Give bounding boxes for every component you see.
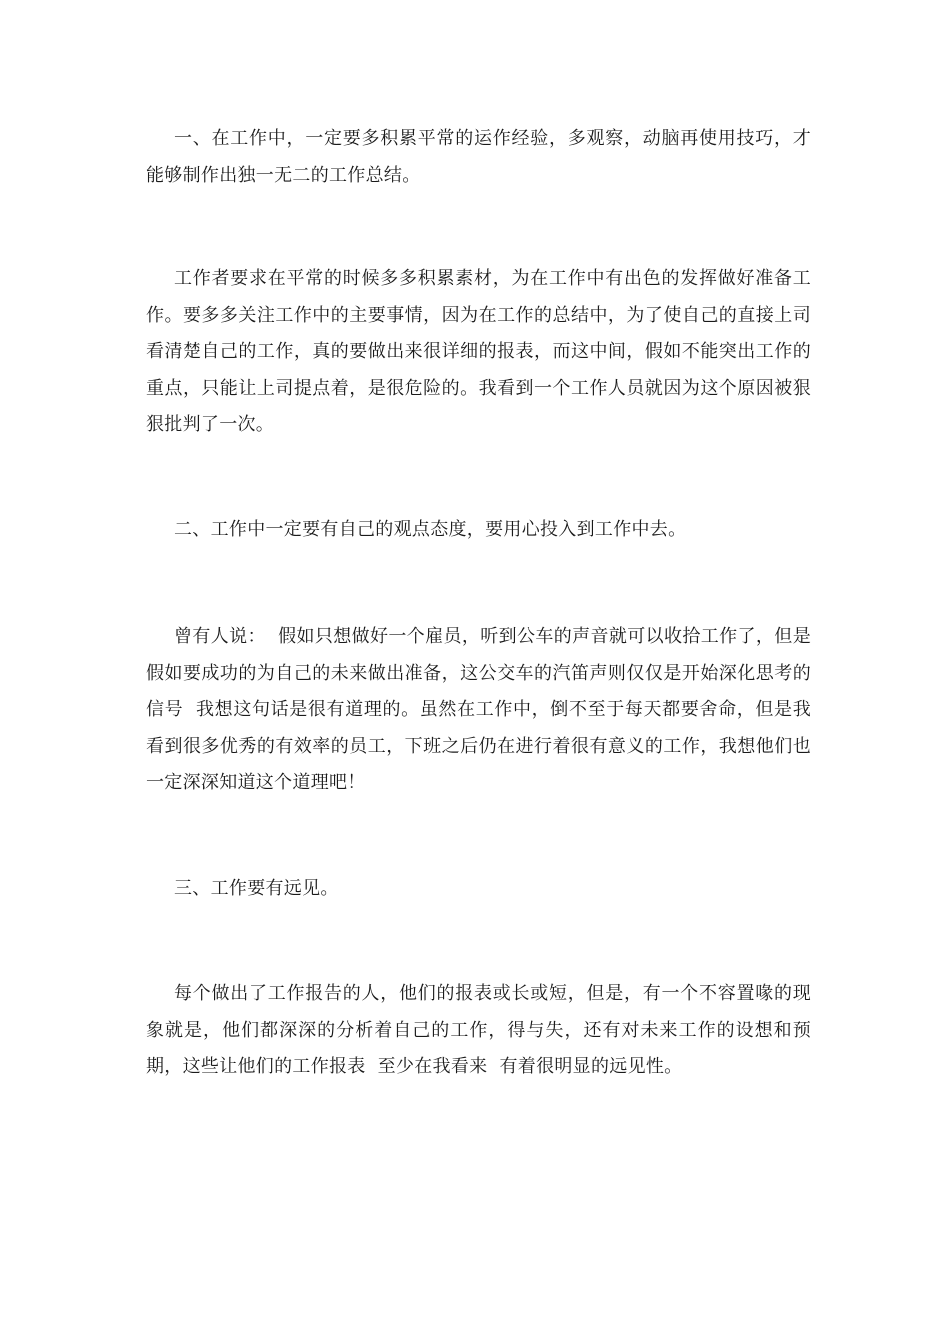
body-paragraph-2: 曾有人说： 假如只想做好一个雇员，听到公车的声音就可以收拾工作了，但是假如要成功的为自己的未来做出准备，这公交车的汽笛声则仅仅是开始深化思考的信号 我想这句话是很有道理的。虽然在工作中，倒不至于每天都要舍命，但是我看到很多优秀的有效率的员工，下班之后仍在进行着很有意义的工作，我想他们也一定深深知道这个道理吧！	[146, 626, 811, 793]
body-paragraph-3: 每个做出了工作报告的人，他们的报表或长或短，但是，有一个不容置喙的现象就是，他们都深深的分析着自己的工作，得与失，还有对未来工作的设想和预期，这些让他们的工作报表 至少在我看来 有着很明显的远见性。	[146, 983, 811, 1077]
section-heading-1: 一、在工作中，一定要多积累平常的运作经验，多观察，动脑再使用技巧，才能够制作出独一无二的工作总结。	[146, 128, 811, 186]
section-heading-3: 三、工作要有远见。	[174, 878, 339, 899]
body-paragraph-1: 工作者要求在平常的时候多多积累素材，为在工作中有出色的发挥做好准备工作。要多多关注工作中的主要事情，因为在工作的总结中，为了使自己的直接上司看清楚自己的工作，真的要做出来很详细的报表，而这中间，假如不能突出工作的重点，只能让上司提点着，是很危险的。我看到一个工作人员就因为这个原因被狠狠批判了一次。	[146, 268, 811, 435]
section-heading-2: 二、工作中一定要有自己的观点态度，要用心投入到工作中去。	[174, 519, 687, 540]
